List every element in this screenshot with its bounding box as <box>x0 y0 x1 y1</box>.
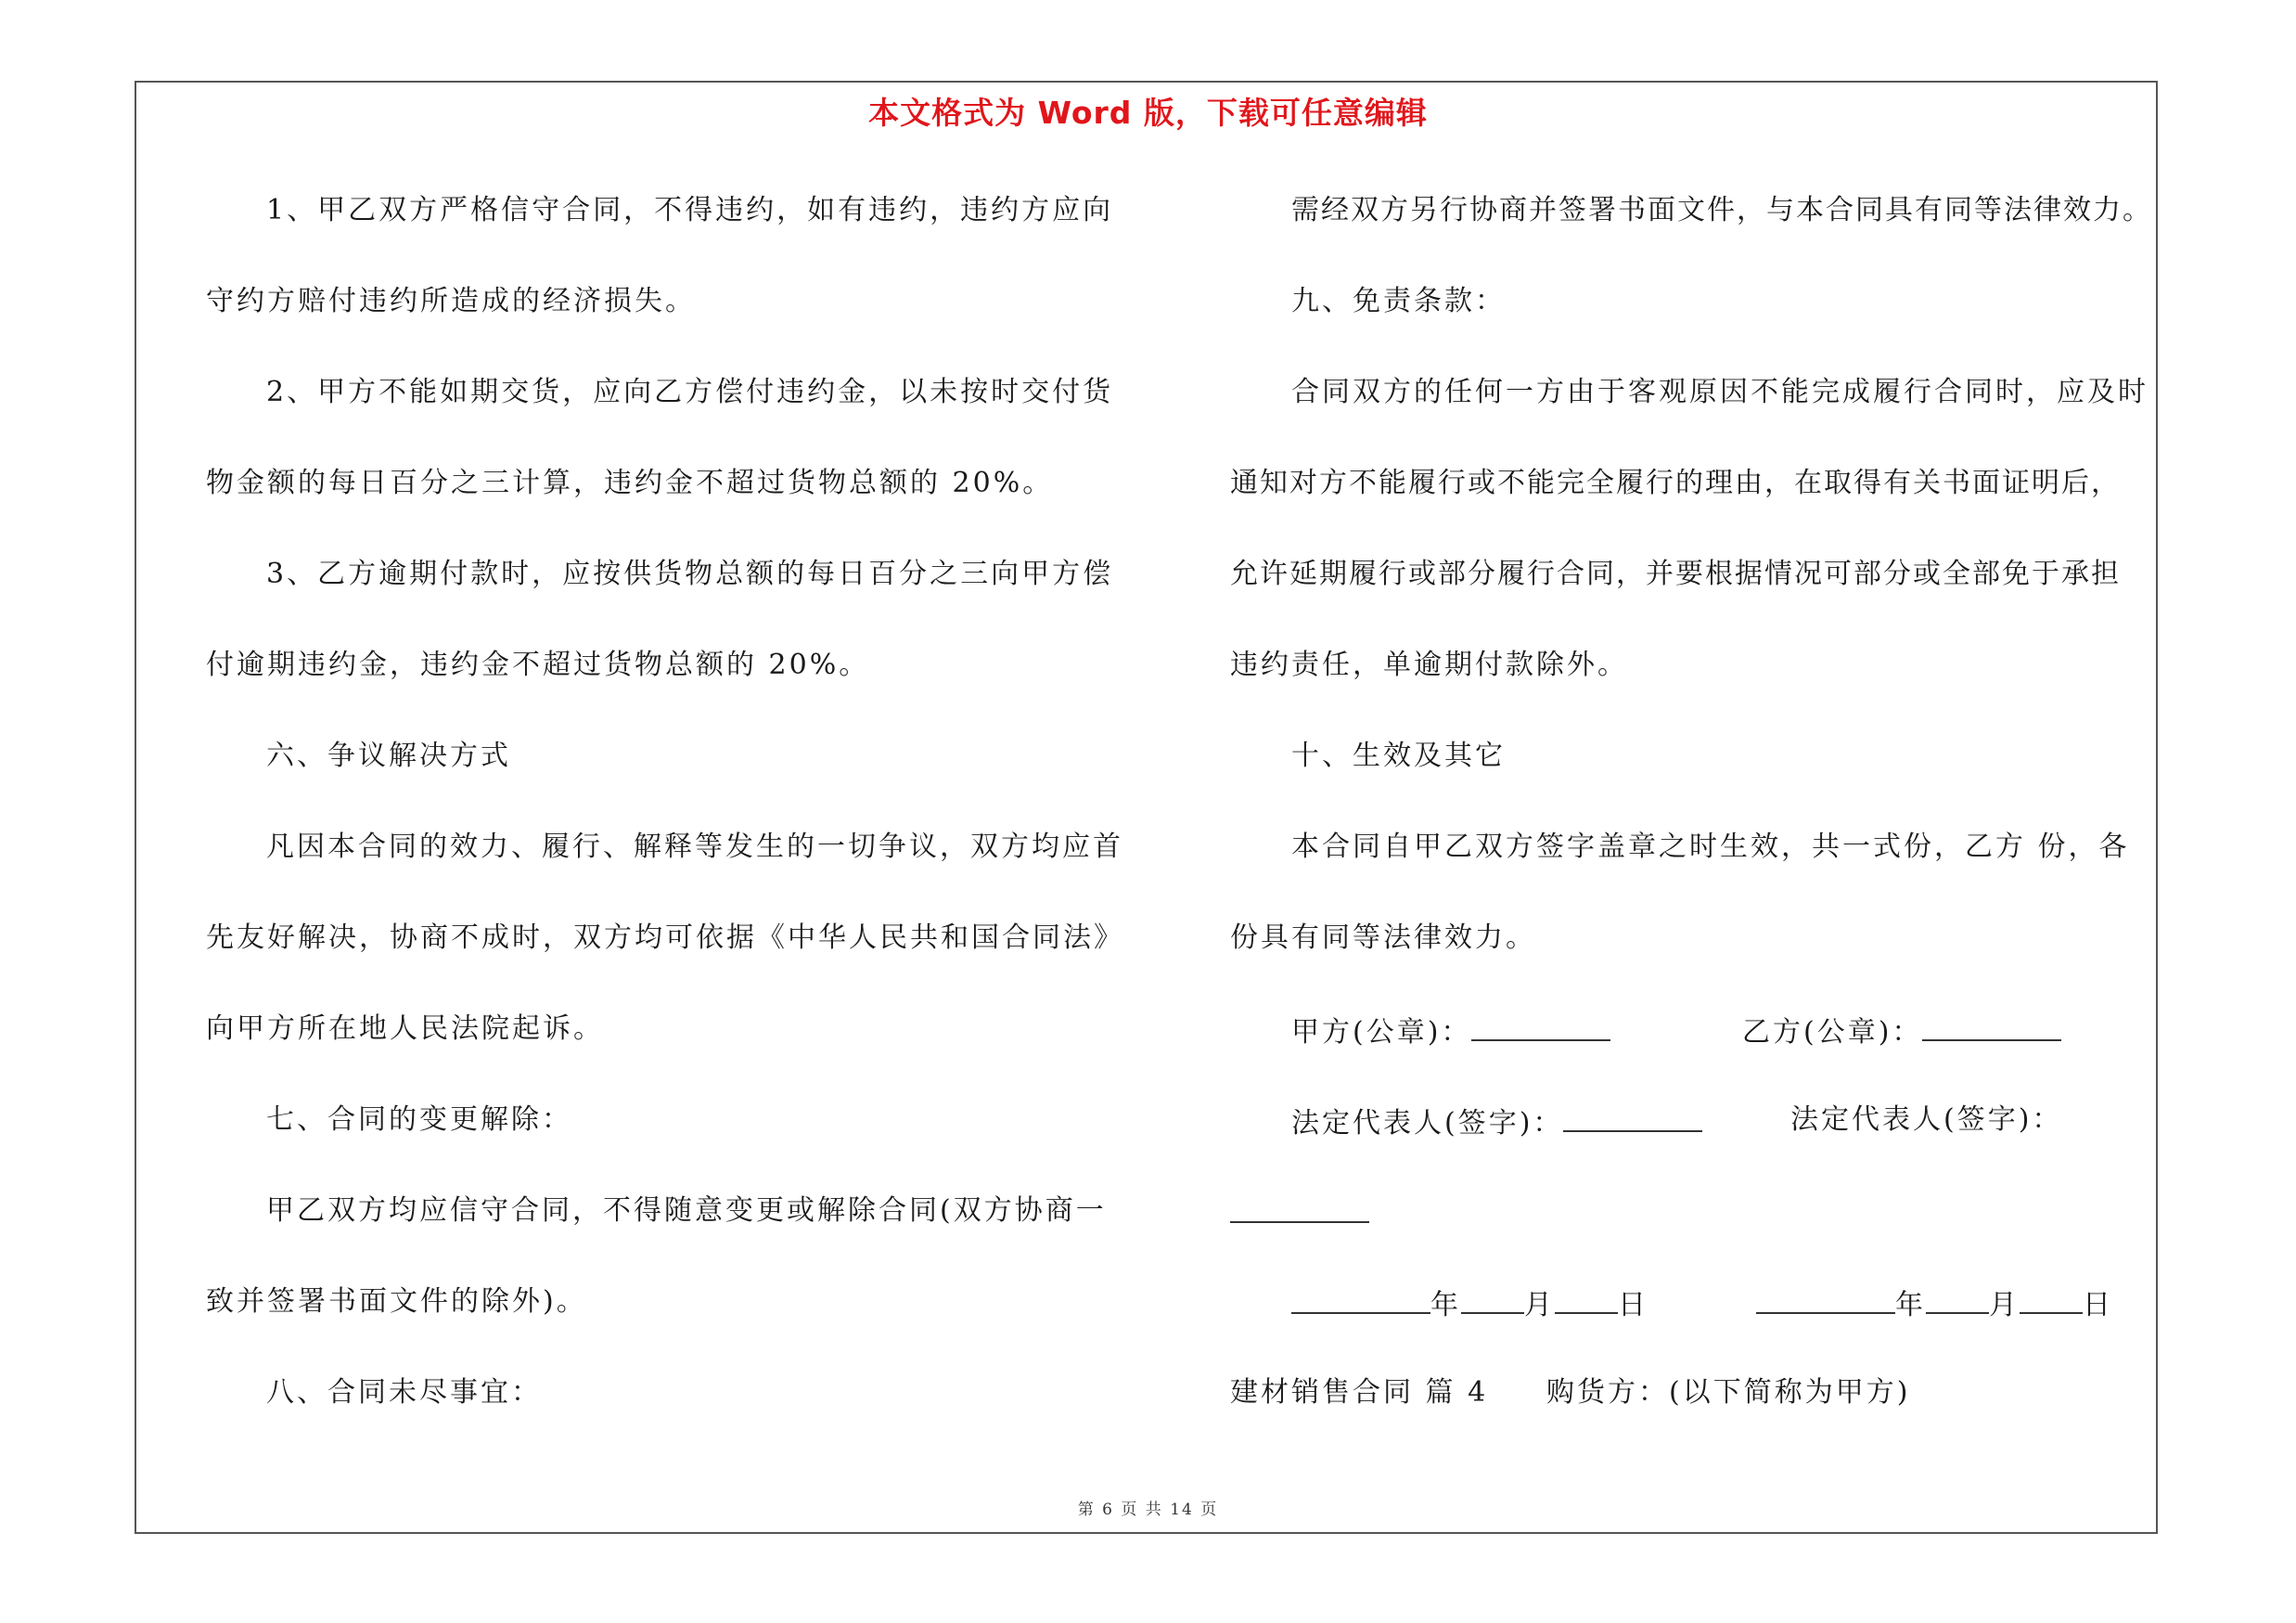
buyer-line: 购货方：(以下简称为甲方) <box>1546 1376 1911 1409</box>
paragraph-line: 需经双方另行协商并签署书面文件，与本合同具有同等法律效力。 <box>1291 194 2152 226</box>
paragraph-line: 通知对方不能履行或不能完全履行的理由，在取得有关书面证明后， <box>1230 467 2121 499</box>
party-a-seal-label: 甲方(公章)： <box>1291 1016 1472 1049</box>
paragraph-line: 合同双方的任何一方由于客观原因不能完成履行合同时，应及时 <box>1291 376 2148 408</box>
next-section-title: 建材销售合同 篇 4 <box>1230 1376 1489 1409</box>
paragraph-line: 份具有同等法律效力。 <box>1230 921 1536 954</box>
party-b-representative <box>1790 1103 2063 1136</box>
format-banner: 本文格式为 Word 版，下载可任意编辑 <box>868 95 1428 131</box>
day-label: 日 <box>2083 1289 2113 1321</box>
section-heading: 十、生效及其它 <box>1291 740 1506 772</box>
rep-a-blank <box>1563 1106 1702 1132</box>
paragraph-line: 违约责任，单逾期付款除外。 <box>1230 649 1628 681</box>
section-heading: 六、争议解决方式 <box>266 740 511 772</box>
party-a-date <box>1291 1288 1648 1320</box>
paragraph-line: 1、甲乙双方严格信守合同，不得违约，如有违约，违约方应向 <box>266 194 1114 226</box>
day-blank <box>1555 1288 1618 1314</box>
section-heading: 八、合同未尽事宜： <box>266 1376 542 1409</box>
party-b-seal-blank <box>1922 1015 2061 1041</box>
rep-b-label: 法定代表人(签字)： <box>1790 1103 2063 1136</box>
party-a-seal-blank <box>1471 1015 1610 1041</box>
paragraph-line: 本合同自甲乙双方签字盖章之时生效，共一式份，乙方 份，各 <box>1291 831 2130 863</box>
month-label: 月 <box>1989 1289 2020 1321</box>
day-blank <box>2020 1288 2083 1314</box>
year-label: 年 <box>1895 1289 1926 1321</box>
year-blank <box>1291 1288 1430 1314</box>
paragraph-line: 3、乙方逾期付款时，应按供货物总额的每日百分之三向甲方偿 <box>266 558 1114 590</box>
party-b-seal-label: 乙方(公章)： <box>1742 1016 1923 1049</box>
paragraph-line: 2、甲方不能如期交货，应向乙方偿付违约金，以未按时交付货 <box>266 376 1114 408</box>
paragraph-line: 允许延期履行或部分履行合同，并要根据情况可部分或全部免于承担 <box>1230 558 2121 590</box>
month-blank <box>1926 1288 1989 1314</box>
page-number: 第 6 页 共 14 页 <box>1077 1501 1219 1519</box>
paragraph-line: 致并签署书面文件的除外)。 <box>206 1285 587 1318</box>
party-a-representative <box>1291 1106 1702 1138</box>
paragraph-line: 付逾期违约金，违约金不超过货物总额的 20%。 <box>206 649 870 681</box>
party-a-seal <box>1291 1015 1610 1047</box>
paragraph-line: 守约方赔付违约所造成的经济损失。 <box>206 285 696 317</box>
section-heading: 九、免责条款： <box>1291 285 1506 317</box>
year-blank <box>1756 1288 1895 1314</box>
month-label: 月 <box>1524 1289 1555 1321</box>
day-label: 日 <box>1618 1289 1648 1321</box>
paragraph-line: 先友好解决，协商不成时，双方均可依据《中华人民共和国合同法》 <box>206 921 1124 954</box>
paragraph-line: 甲乙双方均应信守合同，不得随意变更或解除合同(双方协商一 <box>266 1194 1107 1227</box>
party-b-date <box>1756 1288 2113 1320</box>
section-heading: 七、合同的变更解除： <box>266 1103 572 1136</box>
paragraph-line: 物金额的每日百分之三计算，违约金不超过货物总额的 20%。 <box>206 467 1054 499</box>
rep-b-blank-line <box>1230 1197 1369 1229</box>
party-b-seal <box>1742 1015 2061 1047</box>
rep-a-label: 法定代表人(签字)： <box>1291 1107 1564 1140</box>
rep-b-blank <box>1230 1197 1369 1223</box>
paragraph-line: 向甲方所在地人民法院起诉。 <box>206 1012 604 1045</box>
year-label: 年 <box>1430 1289 1461 1321</box>
month-blank <box>1461 1288 1524 1314</box>
paragraph-line: 凡因本合同的效力、履行、解释等发生的一切争议，双方均应首 <box>266 831 1123 863</box>
